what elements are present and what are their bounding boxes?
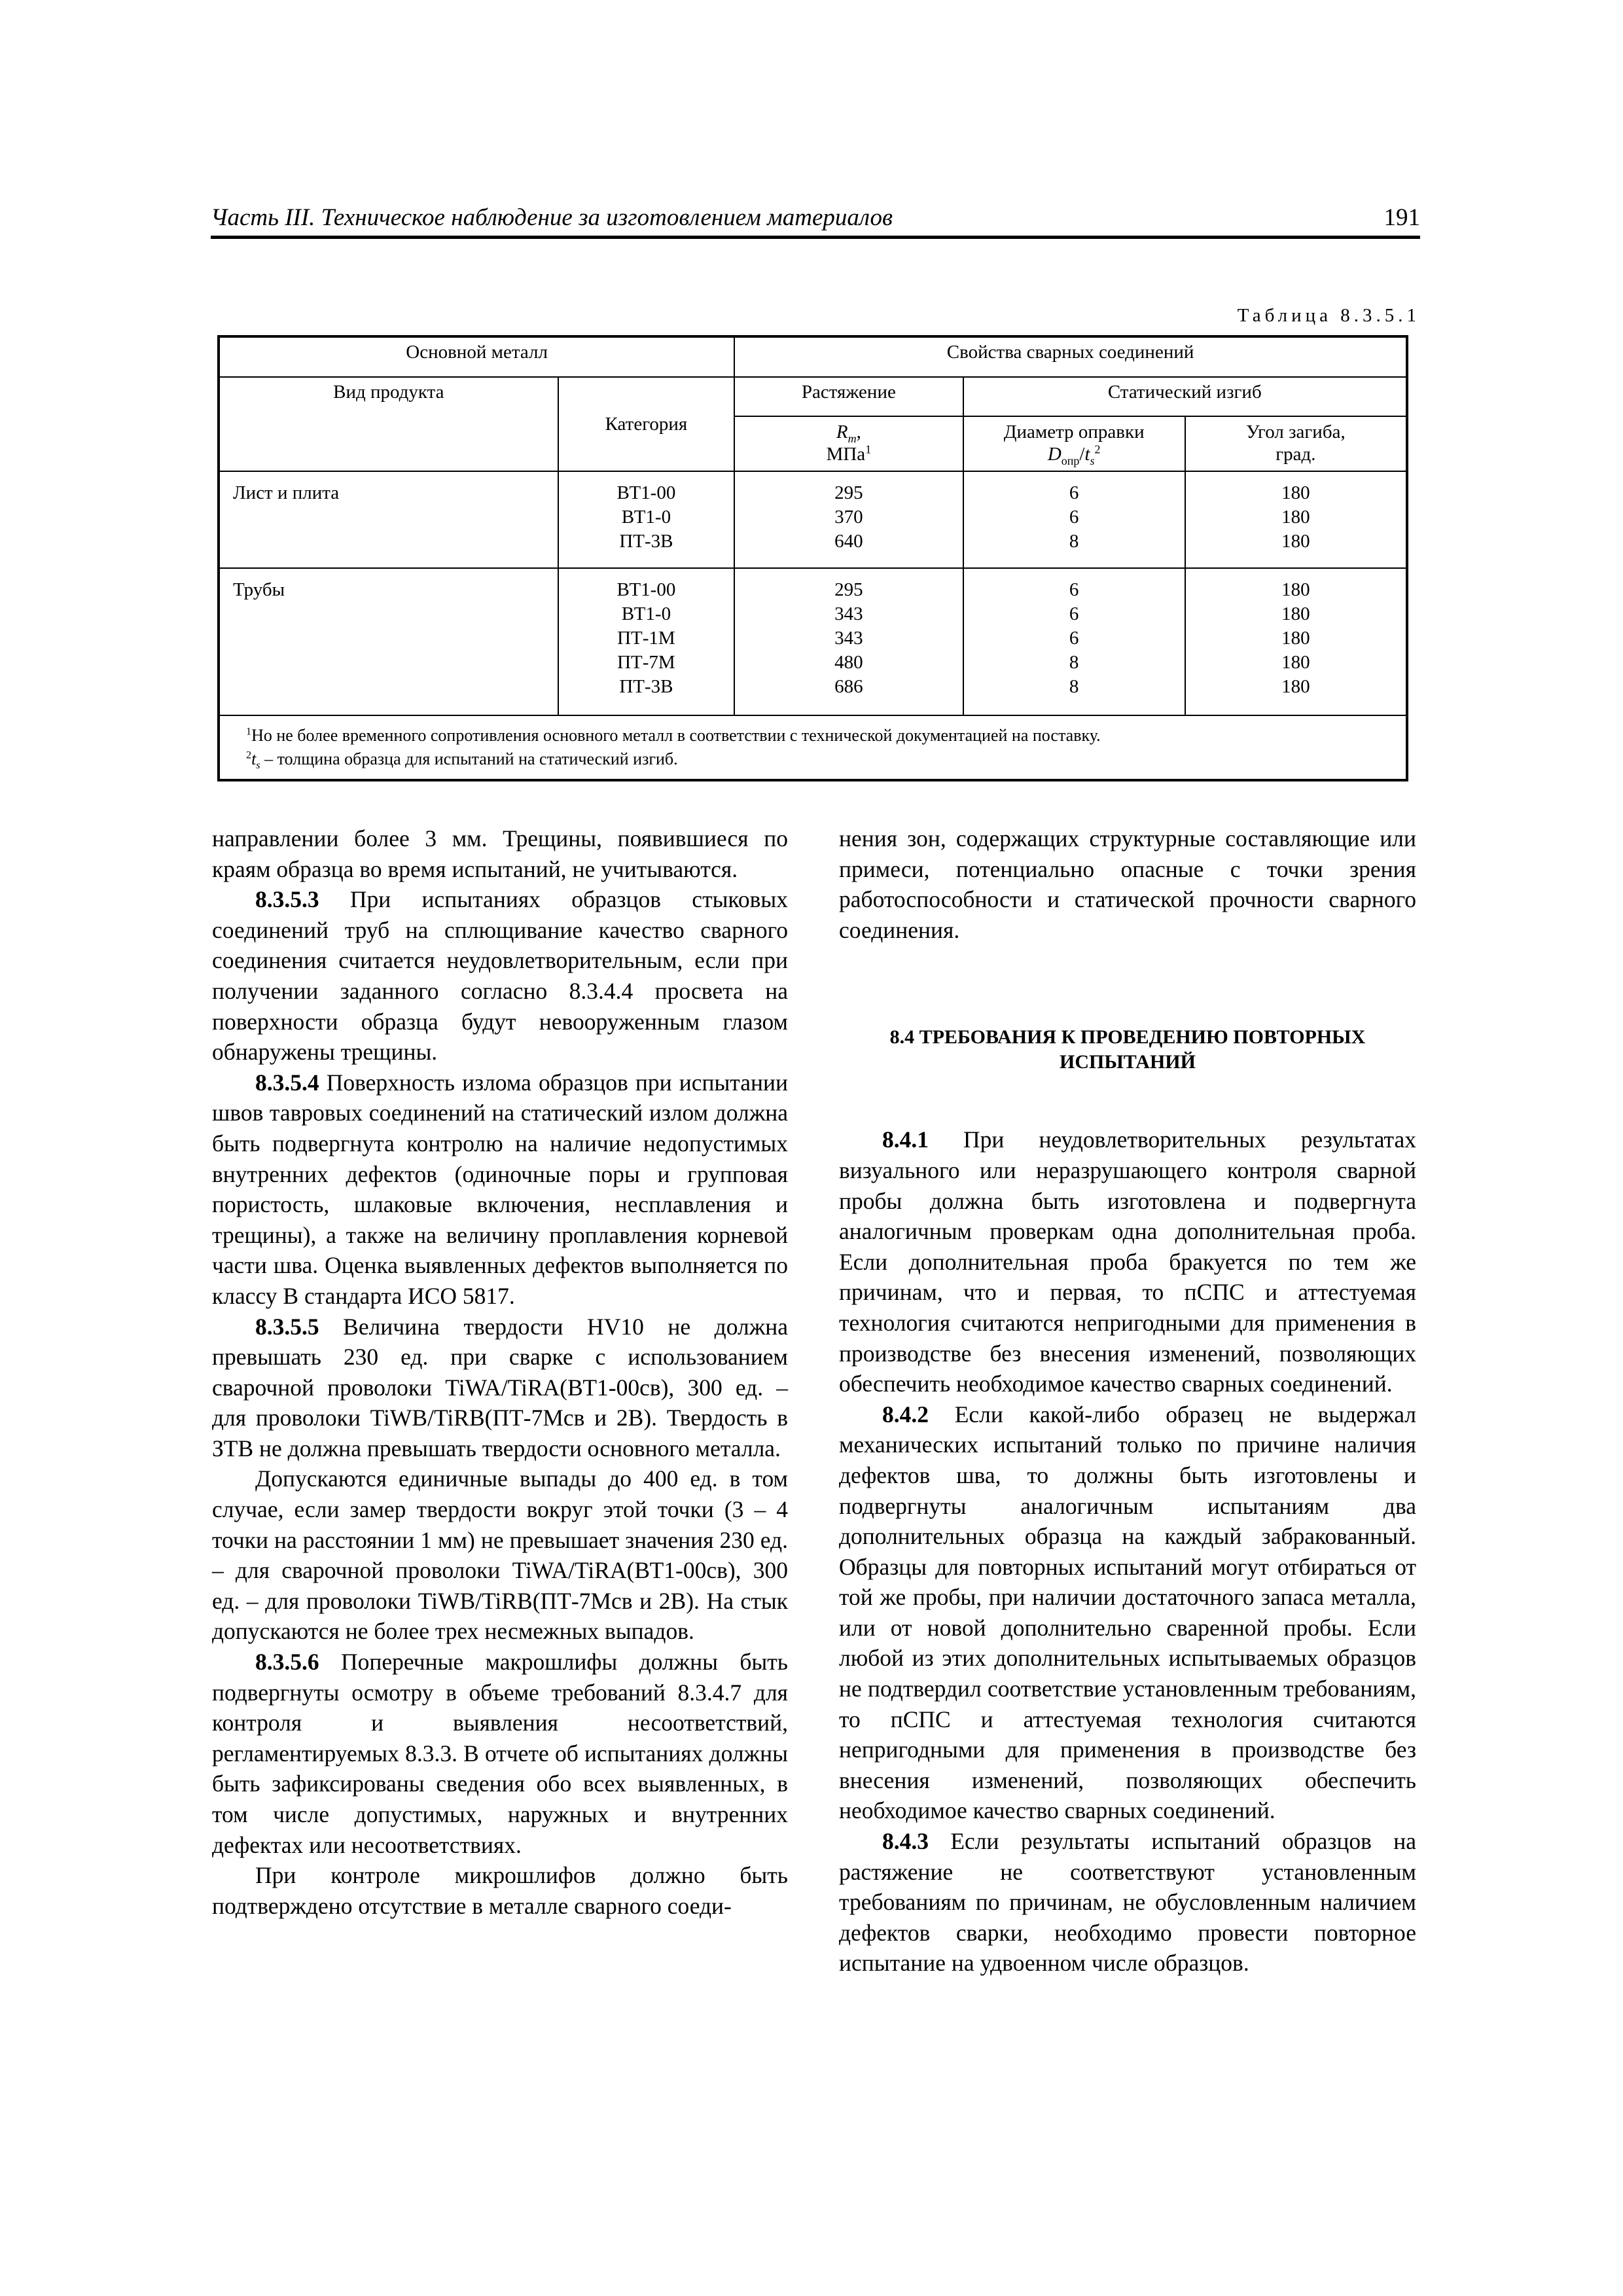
properties-table xyxy=(217,335,1408,781)
paragraph: 8.3.5.5 Величина твердости HV10 не должна превышать 230 ед. при сварке с использованием сварочной проволоки TiWA/TiRA(ВТ1-00св), 300 ед. – для проволоки TiWB/TiRB(ПТ-7Мсв и 2В). Твердость в ЗТВ не должна превышать твердости основного металла. xyxy=(212,1313,788,1462)
paragraph: 8.3.5.3 При испытаниях образцов стыковых соединений труб на сплющивание качество сварного соединения считается неудовлетворительным, если при получении заданного согласно 8.3.4.4 просвета на поверхности образца будут невооруженным глазом обнаружены трещины. xyxy=(212,886,788,1066)
category-cell: ВТ1-00 ВТ1-0 ПТ-3В xyxy=(558,471,735,568)
paragraph: 8.3.5.6 Поперечные макрошлифы должны быть подвергнуты осмотру в объеме требований 8.3.4.7 для контроля и выявления несоответствий, регламентируемых 8.3.3. В отчете об испытаниях должны быть зафиксированы сведения обо всех выявленных, в том числе допустимых, наружных и внутренних дефектах или несоответствиях. xyxy=(212,1649,788,1858)
right-text-column xyxy=(839,823,1416,1979)
diameter-cell: 6 6 8 xyxy=(963,471,1185,568)
header-base-metal: Основной металл xyxy=(219,336,734,377)
header-mandrel-diameter: Диаметр оправки $D_{опр}/t_s^2$ xyxy=(963,416,1185,471)
header-rm: $R_m$, МПа$^1$ xyxy=(734,416,963,471)
product-cell: Трубы xyxy=(219,568,558,715)
paragraph: направлении более 3 мм. Трещины, появившиеся по краям образца во время испытаний, не учитываются. xyxy=(212,825,788,882)
table-row xyxy=(219,568,1407,715)
page-number: 191 xyxy=(1383,204,1420,231)
table-header-row xyxy=(219,377,1407,416)
paragraph: 8.4.1 При неудовлетворительных результатах визуального или неразрушающего контроля сварной пробы должна быть изготовлена и подвергнута аналогичным проверкам одна дополнительная проба. Если дополнительная проба бракуется по тем же причинам, что и первая, то пСПС и аттестуемая технология считаются непригодными для применения в производстве без внесения изменений, позволяющих обеспечить необходимое качество сварных соединений. xyxy=(839,1126,1416,1397)
running-title: Часть III. Техническое наблюдение за изготовлением материалов xyxy=(211,204,893,231)
header-tension: Растяжение xyxy=(734,377,963,416)
section-heading: 8.4 ТРЕБОВАНИЯ К ПРОВЕДЕНИЮ ПОВТОРНЫХ ИСПЫТАНИЙ xyxy=(889,1026,1366,1073)
paragraph: 8.3.5.4 Поверхность излома образцов при испытании швов тавровых соединений на статический излом должна быть подвергнута контролю на наличие недопустимых внутренних дефектов (одиночные поры и групповая пористость, шлаковые включения, несплавления и трещины), а также на величину проплавления корневой части шва. Оценка выявленных дефектов выполняется по классу В стандарта ИСО 5817. xyxy=(212,1069,788,1309)
product-cell: Лист и плита xyxy=(219,471,558,568)
paragraph: Допускаются единичные выпады до 400 ед. в том случае, если замер твердости вокруг этой точки (3 – 4 точки на расстоянии 1 мм) не превышает значения 230 ед. – для сварочной проволоки TiWA/TiRA(ВТ1-00св), 300 ед. – для проволоки TiWB/TiRB(ПТ-7Мсв и 2В). На стык допускаются не более трех несмежных выпадов. xyxy=(212,1465,788,1645)
table-row xyxy=(219,471,1407,568)
header-product-type: Вид продукта xyxy=(219,377,558,471)
angle-cell: 180 180 180 xyxy=(1185,471,1407,568)
rm-cell: 295 343 343 480 686 xyxy=(734,568,963,715)
running-header xyxy=(211,196,1420,239)
table-header-row xyxy=(219,336,1407,377)
angle-cell: 180 180 180 180 180 xyxy=(1185,568,1407,715)
footnote-2: $^2t_s$ – толщина образца для испытаний на статический изгиб. xyxy=(246,749,678,771)
header-category: Категория xyxy=(558,377,735,471)
rm-cell: 295 370 640 xyxy=(734,471,963,568)
paragraph: При контроле микрошлифов должно быть подтверждено отсутствие в металле сварного соеди- xyxy=(212,1862,788,1919)
paragraph: нения зон, содержащих структурные составляющие или примеси, потенциально опасные с точки зрения работоспособности и статической прочности сварного соединения. xyxy=(839,825,1416,943)
table-footnotes xyxy=(219,715,1407,780)
table-caption: Таблица 8.3.5.1 xyxy=(1237,305,1420,326)
header-bend-angle: Угол загиба, град. xyxy=(1185,416,1407,471)
footnote-1: $^1$Но не более временного сопротивления основного металл в соответствии с технической документацией на поставку. xyxy=(246,725,1101,745)
left-text-column xyxy=(212,823,788,1921)
category-cell: ВТ1-00 ВТ1-0 ПТ-1М ПТ-7М ПТ-3В xyxy=(558,568,735,715)
table-footnotes-row xyxy=(219,715,1407,780)
diameter-cell: 6 6 6 8 8 xyxy=(963,568,1185,715)
paragraph: 8.4.3 Если результаты испытаний образцов на растяжение не соответствуют установленным требованиям по причинам, не обусловленным наличием дефектов сварки, необходимо провести повторное испытание на удвоенном числе образцов. xyxy=(839,1828,1416,1977)
paragraph: 8.4.2 Если какой-либо образец не выдержал механических испытаний только по причине наличия дефектов шва, то должны быть изготовлены и подвергнуты аналогичным испытаниям два дополнительных образца на каждый забракованный. Образцы для повторных испытаний могут отбираться от той же пробы, при наличии достаточного запаса металла, или от новой дополнительно сваренной пробы. Если любой из этих дополнительных испытываемых образцов не подтвердил соответствие установленным требованиям, то пСПС и аттестуемая технология считаются непригодными для применения в производстве без внесения изменений, позволяющих обеспечить необходимое качество сварных соединений. xyxy=(839,1401,1416,1824)
header-static-bending: Статический изгиб xyxy=(963,377,1407,416)
header-weld-properties: Свойства сварных соединений xyxy=(734,336,1407,377)
